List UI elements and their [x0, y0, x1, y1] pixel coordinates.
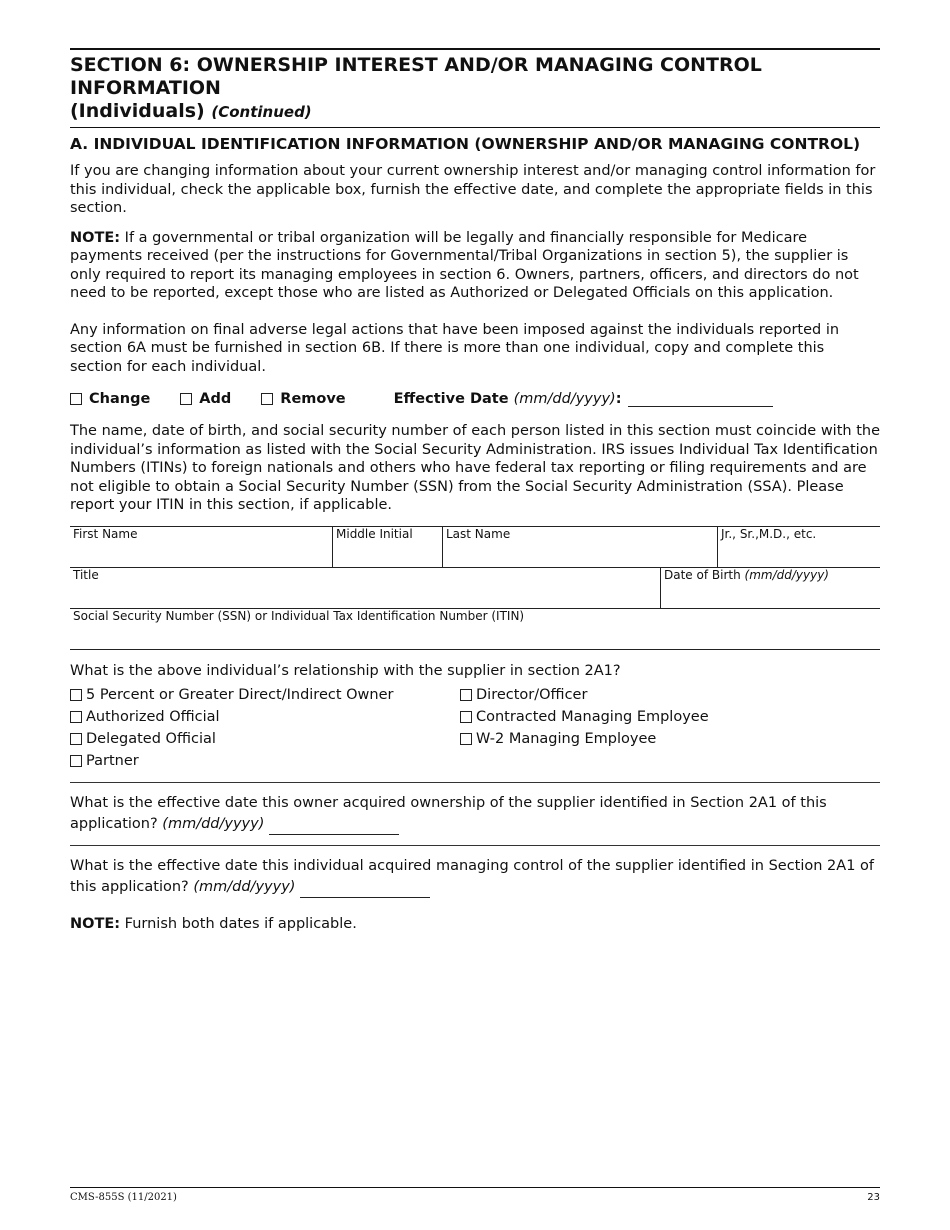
section-title-line1: SECTION 6: OWNERSHIP INTEREST AND/OR MANAGING CONTROL INFORMATION	[70, 54, 762, 99]
middle-initial-field[interactable]	[333, 526, 443, 567]
top-rule	[70, 48, 880, 50]
director-label: Director/Officer	[476, 686, 588, 703]
divider	[70, 845, 880, 846]
director-checkbox[interactable]	[460, 689, 472, 701]
note-paragraph	[70, 229, 880, 303]
relationship-question: What is the above individual’s relationship with the supplier in section 2A1?	[70, 662, 621, 679]
add-option[interactable]	[180, 391, 231, 407]
w2-employee-checkbox[interactable]	[460, 733, 472, 745]
relationship-partner[interactable]	[70, 752, 460, 770]
relationship-w2-employee[interactable]	[460, 730, 880, 748]
relationship-authorized-official[interactable]	[70, 708, 460, 726]
contracted-employee-checkbox[interactable]	[460, 711, 472, 723]
control-date-text: What is the effective date this individual acquired managing control of the supplier identified in Section 2A1 of this application?	[70, 857, 875, 895]
intro-paragraph: If you are changing information about your current ownership interest and/or managing control information for this individual, check the applicable box, furnish the effective date, and complete the appropriate fields in this section.	[70, 163, 876, 216]
form-id: CMS-855S (11/2021)	[70, 1192, 177, 1203]
contracted-employee-label: Contracted Managing Employee	[476, 708, 709, 725]
add-checkbox[interactable]	[180, 393, 192, 405]
authorized-official-checkbox[interactable]	[70, 711, 82, 723]
title-field[interactable]	[70, 568, 661, 609]
form-page	[70, 48, 880, 932]
subsection-title: A. INDIVIDUAL IDENTIFICATION INFORMATION (OWNERSHIP AND/OR MANAGING CONTROL)	[70, 135, 861, 153]
ownership-date-field[interactable]	[269, 820, 399, 835]
suffix-label: Jr., Sr.,M.D., etc.	[721, 526, 817, 541]
ssn-field[interactable]	[70, 608, 880, 649]
authorized-official-label: Authorized Official	[86, 708, 220, 725]
change-label: Change	[89, 391, 151, 407]
note-text: If a governmental or tribal organization will be legally and financially responsible for Medicare payments received (per the instructions for Governmental/Tribal Organizations in section 5), the supplier is only required to report its managing employees in section 6. Owners, partners, officers, and directors do not need to be reported, except those who are listed as Authorized or Delegated Officials on this application.	[70, 229, 859, 301]
w2-employee-label: W-2 Managing Employee	[476, 730, 657, 747]
last-name-label: Last Name	[446, 526, 511, 541]
ssn-label: Social Security Number (SSN) or Individual Tax Identification Number (ITIN)	[73, 608, 525, 623]
ownership-date-question	[70, 793, 880, 835]
delegated-official-checkbox[interactable]	[70, 733, 82, 745]
relationship-director[interactable]	[460, 686, 880, 704]
first-name-label: First Name	[73, 526, 138, 541]
status-row	[70, 390, 880, 408]
divider	[70, 782, 880, 783]
final-note-text: Furnish both dates if applicable.	[120, 915, 357, 932]
effective-date-field[interactable]	[628, 392, 773, 407]
adverse-paragraph: Any information on final adverse legal actions that have been imposed against the individuals reported in section 6A must be furnished in section 6B. If there is more than one individual, copy and complete this section for each individual.	[70, 321, 840, 375]
delegated-official-label: Delegated Official	[86, 730, 216, 747]
dob-field[interactable]	[661, 568, 881, 609]
final-note-label: NOTE:	[70, 915, 121, 932]
effective-date-label	[394, 391, 622, 407]
page-footer	[70, 1187, 880, 1203]
dob-label: Date of Birth	[664, 567, 745, 582]
note-label: NOTE:	[70, 229, 121, 246]
change-checkbox[interactable]	[70, 393, 82, 405]
title-label: Title	[73, 567, 99, 582]
partner-checkbox[interactable]	[70, 755, 82, 767]
control-date-format: (mm/dd/yyyy)	[193, 878, 296, 895]
identification-table	[70, 526, 880, 568]
first-name-field[interactable]	[70, 526, 333, 567]
section-title	[70, 54, 880, 124]
remove-label: Remove	[280, 391, 346, 407]
control-date-question	[70, 856, 880, 898]
title-rule	[70, 127, 880, 128]
last-name-field[interactable]	[443, 526, 718, 567]
page-number: 23	[867, 1192, 880, 1203]
section-title-line2: (Individuals)	[70, 100, 205, 122]
change-option[interactable]	[70, 391, 150, 407]
relationship-delegated-official[interactable]	[70, 730, 460, 748]
final-note	[70, 916, 880, 932]
suffix-field[interactable]	[718, 526, 881, 567]
dob-format: (mm/dd/yyyy)	[744, 567, 829, 582]
owner-label: 5 Percent or Greater Direct/Indirect Owner	[86, 686, 394, 703]
ssn-info-paragraph: The name, date of birth, and social security number of each person listed in this section must coincide with the individual’s information as listed with the Social Security Administration. IRS issues Individual Tax Identification Numbers (ITINs) to foreign nationals and others who have federal tax reporting or filing requirements and are not eligible to obtain a Social Security Number (SSN) from the Social Security Administration (SSA). Please report your ITIN in this section, if applicable.	[70, 423, 880, 513]
partner-label: Partner	[86, 752, 139, 769]
section-title-continued: (Continued)	[211, 103, 312, 121]
effective-date-format: (mm/dd/yyyy)	[513, 391, 616, 407]
owner-checkbox[interactable]	[70, 689, 82, 701]
effective-date-text: Effective Date	[393, 391, 509, 407]
relationship-owner[interactable]	[70, 686, 460, 704]
add-label: Add	[199, 391, 232, 407]
relationship-contracted-employee[interactable]	[460, 708, 880, 726]
relationship-options	[70, 686, 880, 770]
effective-date-colon: :	[615, 391, 622, 407]
remove-checkbox[interactable]	[261, 393, 273, 405]
ownership-date-format: (mm/dd/yyyy)	[162, 815, 265, 832]
middle-initial-label: Middle Initial	[336, 526, 413, 541]
title-dob-table	[70, 568, 880, 650]
remove-option[interactable]	[261, 391, 345, 407]
ownership-date-text: What is the effective date this owner acquired ownership of the supplier identified in Section 2A1 of this application?	[70, 794, 827, 832]
control-date-field[interactable]	[300, 883, 430, 898]
